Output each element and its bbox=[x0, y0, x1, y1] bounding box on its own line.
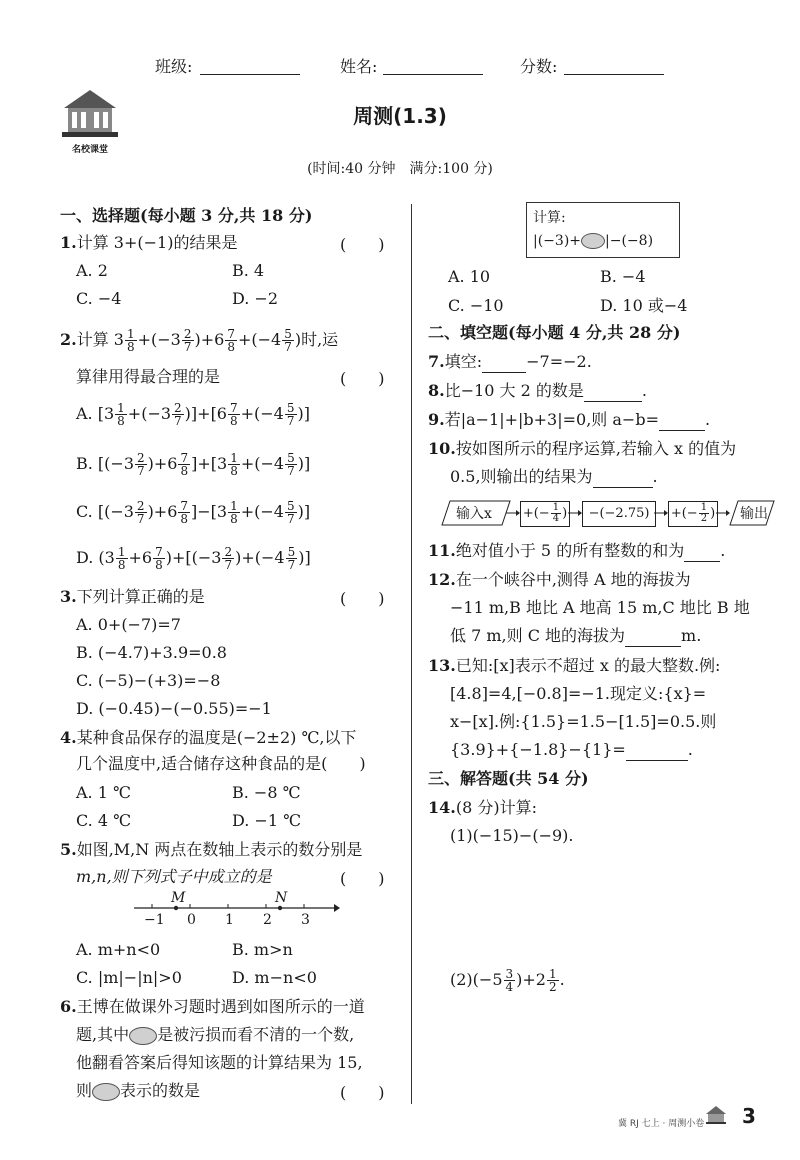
q3-option-d[interactable]: D. (−0.45)−(−0.55)=−1 bbox=[76, 699, 272, 718]
class-blank[interactable] bbox=[200, 58, 300, 75]
school-logo-small-icon bbox=[704, 1104, 728, 1126]
q12-stem-line2: −11 m,B 地比 A 地高 15 m,C 地比 B 地 bbox=[450, 598, 750, 617]
q14-part1-answer-area[interactable] bbox=[450, 848, 770, 948]
flow-step-subtract: −(−2.75) bbox=[582, 501, 656, 527]
q3-stem: 3.下列计算正确的是 bbox=[60, 587, 205, 606]
footer-text: 冀 RJ 七上 · 周测小卷 bbox=[618, 1119, 705, 1129]
q7-stem: 7.填空: −7=−2. bbox=[428, 352, 592, 371]
q13-stem-line3: x−[x].例:{1.5}=1.5−[1.5]=0.5.则 bbox=[450, 712, 717, 731]
q8-stem: 8.比−10 大 2 的数是 . bbox=[428, 381, 648, 400]
q4-option-d[interactable]: D. −1 ℃ bbox=[232, 811, 301, 830]
point-m-label: M bbox=[171, 890, 186, 906]
q2-option-c[interactable]: C. [(−3 $\frac{2}{7}$ )+6 $\frac{7}{8}$ ]−[3 $\frac{1}{8}$ +(−4 $\frac{5}{7}$ )] bbox=[76, 499, 311, 526]
q13-stem-line2: [4.8]=4,[−0.8]=−1.现定义:{x}= bbox=[450, 684, 707, 703]
logo-caption: 名校课堂 bbox=[71, 145, 108, 155]
flow-input: 输入x bbox=[456, 506, 492, 522]
q6-option-c[interactable]: C. −10 bbox=[448, 296, 504, 315]
q2-stem-line2: 算律用得最合理的是 bbox=[76, 367, 221, 386]
q14-part2-answer-area[interactable] bbox=[450, 1000, 770, 1090]
q10-stem-line2: 0.5,则输出的结果为 . bbox=[450, 467, 658, 486]
smudge-icon bbox=[92, 1083, 120, 1101]
section1-heading: 一、选择题(每小题 3 分,共 18 分) bbox=[60, 206, 313, 225]
q4-option-b[interactable]: B. −8 ℃ bbox=[232, 783, 301, 802]
flow-output: 输出 bbox=[740, 506, 768, 522]
q6-stem-line4: 则 表示的数是 bbox=[76, 1081, 201, 1100]
q3-answer-paren[interactable]: ( ) bbox=[340, 589, 385, 608]
name-blank[interactable] bbox=[383, 58, 483, 75]
q13-blank[interactable] bbox=[626, 744, 688, 761]
q2-answer-paren[interactable]: ( ) bbox=[340, 369, 385, 388]
page-number: 3 bbox=[742, 1104, 756, 1128]
q13-stem-line4: {3.9}+{−1.8}−{1}= . bbox=[450, 740, 693, 759]
q9-stem: 9.若|a−1|+|b+3|=0,则 a−b= . bbox=[428, 410, 711, 429]
q5-option-a[interactable]: A. m+n<0 bbox=[76, 940, 161, 959]
q12-stem-line3: 低 7 m,则 C 地的海拔为 m. bbox=[450, 626, 702, 645]
score-blank[interactable] bbox=[564, 58, 664, 75]
section2-heading: 二、填空题(每小题 4 分,共 28 分) bbox=[428, 323, 681, 342]
q6-option-b[interactable]: B. −4 bbox=[600, 267, 646, 286]
q6-option-d[interactable]: D. 10 或−4 bbox=[600, 296, 688, 315]
q6-box-title: 计算: bbox=[533, 210, 566, 226]
smudge-icon bbox=[581, 233, 605, 249]
tick-label-0: 0 bbox=[187, 912, 196, 928]
q9-blank[interactable] bbox=[659, 414, 705, 431]
q7-blank[interactable] bbox=[482, 356, 526, 373]
name-label: 姓名: bbox=[340, 57, 378, 76]
q14-stem: 14.(8 分)计算: bbox=[428, 798, 537, 817]
q1-option-b[interactable]: B. 4 bbox=[232, 261, 265, 280]
q12-blank[interactable] bbox=[625, 630, 681, 647]
q11-blank[interactable] bbox=[684, 545, 720, 562]
q14-part1: (1)(−15)−(−9). bbox=[450, 826, 574, 845]
q2-stem: 2.计算 3 $\frac{1}{8}$ +(−3 $\frac{2}{7}$ )+6 $\frac{7}{8}$ +(−4 $\frac{5}{7}$ )时,运 bbox=[60, 327, 339, 354]
q1-answer-paren[interactable]: ( ) bbox=[340, 235, 385, 254]
q5-option-c[interactable]: C. |m|−|n|>0 bbox=[76, 968, 182, 987]
q5-option-d[interactable]: D. m−n<0 bbox=[232, 968, 317, 987]
q6-stem-line2: 题,其中 是被污损而看不清的一个数, bbox=[76, 1025, 355, 1044]
q6-option-a[interactable]: A. 10 bbox=[448, 267, 491, 286]
tick-label-1: 1 bbox=[225, 912, 234, 928]
q11-stem: 11.绝对值小于 5 的所有整数的和为 . bbox=[428, 541, 726, 560]
q2-option-b[interactable]: B. [(−3 $\frac{2}{7}$ )+6 $\frac{7}{8}$ ]+[3 $\frac{1}{8}$ +(−4 $\frac{5}{7}$ )] bbox=[76, 451, 311, 478]
q5-answer-paren[interactable]: ( ) bbox=[340, 869, 385, 888]
tick-label-2: 2 bbox=[263, 912, 272, 928]
smudge-icon bbox=[129, 1027, 157, 1045]
q5-stem-line2: m,n,则下列式子中成立的是 bbox=[76, 867, 272, 886]
q4-option-a[interactable]: A. 1 ℃ bbox=[76, 783, 131, 802]
tick-label-3: 3 bbox=[301, 912, 310, 928]
q10-stem: 10.按如图所示的程序运算,若输入 x 的值为 bbox=[428, 439, 737, 458]
q4-option-c[interactable]: C. 4 ℃ bbox=[76, 811, 132, 830]
q14-part2: (2)(−5 $\frac{3}{4}$ )+2 $\frac{1}{2}$ . bbox=[450, 967, 565, 994]
q12-stem: 12.在一个峡谷中,测得 A 地的海拔为 bbox=[428, 570, 691, 589]
q2-option-a[interactable]: A. [3 $\frac{1}{8}$ +(−3 $\frac{2}{7}$ )]+[6 $\frac{7}{8}$ +(−4 $\frac{5}{7}$ )] bbox=[76, 401, 310, 428]
q6-answer-paren[interactable]: ( ) bbox=[340, 1083, 385, 1102]
q6-figure-box bbox=[526, 202, 680, 258]
page-title: 周测(1.3) bbox=[353, 104, 447, 128]
q2-option-d[interactable]: D. (3 $\frac{1}{8}$ +6 $\frac{7}{8}$ )+[(−3 $\frac{2}{7}$ )+(−4 $\frac{5}{7}$ )] bbox=[76, 545, 311, 572]
q3-option-b[interactable]: B. (−4.7)+3.9=0.8 bbox=[76, 643, 227, 662]
q4-stem-line2: 几个温度中,适合储存这种食品的是( ) bbox=[76, 754, 366, 773]
section3-heading: 三、解答题(共 54 分) bbox=[428, 769, 589, 788]
class-label: 班级: bbox=[155, 57, 193, 76]
q6-box-expression: |(−3)+ |−(−8) bbox=[533, 233, 654, 249]
q1-option-d[interactable]: D. −2 bbox=[232, 289, 279, 308]
q13-stem: 13.已知:[x]表示不超过 x 的最大整数.例: bbox=[428, 656, 721, 675]
q1-option-c[interactable]: C. −4 bbox=[76, 289, 122, 308]
q5-option-b[interactable]: B. m>n bbox=[232, 940, 293, 959]
score-label: 分数: bbox=[520, 57, 558, 76]
q8-blank[interactable] bbox=[584, 385, 642, 402]
flow-step-add-neg-quarter: +(− $\frac{1}{4}$ ) bbox=[520, 501, 570, 527]
point-n-label: N bbox=[275, 890, 288, 906]
q3-option-a[interactable]: A. 0+(−7)=7 bbox=[76, 615, 181, 634]
q1-stem: 1.计算 3+(−1)的结果是 bbox=[60, 233, 238, 252]
page-subtitle: (时间:40 分钟 满分:100 分) bbox=[307, 161, 493, 177]
q6-stem-line3: 他翻看答案后得知该题的计算结果为 15, bbox=[76, 1053, 363, 1072]
q6-stem: 6.王博在做课外习题时遇到如图所示的一道 bbox=[60, 997, 365, 1016]
q1-option-a[interactable]: A. 2 bbox=[76, 261, 108, 280]
q3-option-c[interactable]: C. (−5)−(+3)=−8 bbox=[76, 671, 221, 690]
q10-blank[interactable] bbox=[593, 471, 653, 488]
column-divider bbox=[411, 204, 412, 1104]
tick-label-neg1: −1 bbox=[144, 912, 165, 928]
q4-stem: 4.某种食品保存的温度是(−2±2) ℃,以下 bbox=[60, 728, 357, 747]
flow-step-add-neg-half: +(− $\frac{1}{2}$ ) bbox=[668, 501, 718, 527]
q5-stem: 5.如图,M,N 两点在数轴上表示的数分别是 bbox=[60, 840, 363, 859]
